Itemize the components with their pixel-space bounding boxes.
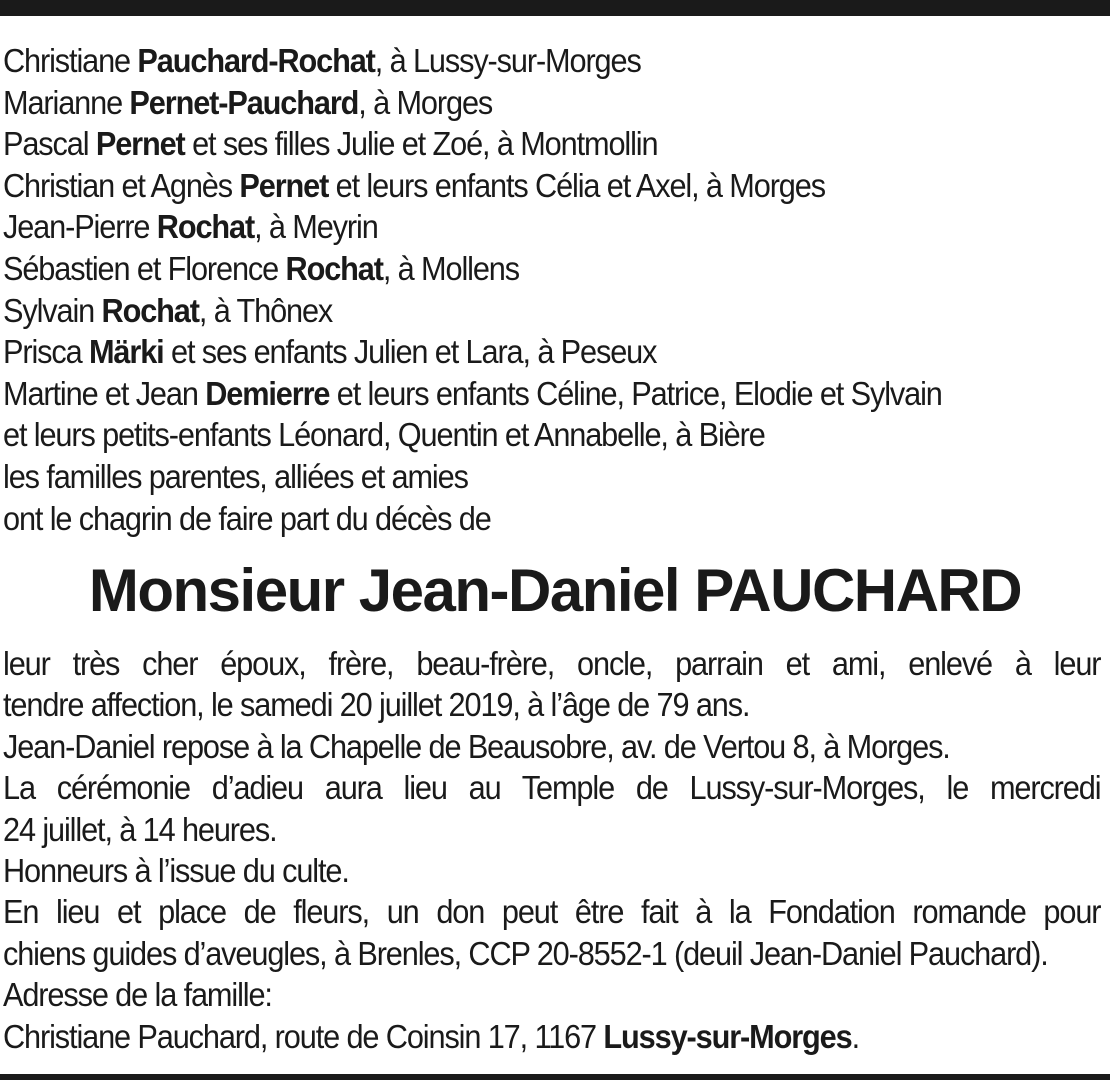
family-list xyxy=(3,40,1031,539)
top-rule xyxy=(0,0,1110,16)
family-address: Christiane Pauchard, route de Coinsin 17, 1167 Lussy-sur-Morges. xyxy=(3,1017,859,1055)
body-line: Jean-Daniel repose à la Chapelle de Beausobre, av. de Vertou 8, à Morges. xyxy=(3,727,950,765)
announcement-line: ont le chagrin de faire part du décès de xyxy=(3,499,491,537)
family-line: Sylvain Rochat, à Thônex xyxy=(3,291,333,329)
family-line: Sébastien et Florence Rochat, à Mollens xyxy=(3,249,519,287)
family-line: Christiane Pauchard-Rochat, à Lussy-sur-Morges xyxy=(3,42,641,79)
body-line: En lieu et place de fleurs, un don peut être fait à la Fondation romande pour xyxy=(3,893,1101,931)
surname: Rochat xyxy=(285,249,383,287)
obituary-body xyxy=(3,643,1101,1057)
body-line: 24 juillet, à 14 heures. xyxy=(3,810,277,848)
surname: Pernet xyxy=(95,125,185,163)
surname: Märki xyxy=(88,333,164,371)
body-line: chiens guides d’aveugles, à Brenles, CCP 20-8552-1 (deuil Jean-Daniel Pauchard). xyxy=(3,934,1048,972)
body-line: tendre affection, le samedi 20 juillet 2019, à l’âge de 79 ans. xyxy=(3,686,750,724)
surname: Rochat xyxy=(101,291,199,329)
surname: Rochat xyxy=(156,208,255,246)
address-city: Lussy-sur-Morges xyxy=(603,1017,852,1055)
family-extra-line: les familles parentes, alliées et amies xyxy=(3,457,468,495)
family-line: Pascal Pernet et ses filles Julie et Zoé, à Montmollin xyxy=(3,125,658,163)
deceased-name: Monsieur Jean-Daniel PAUCHARD xyxy=(88,557,1022,624)
body-line: Honneurs à l’issue du culte. xyxy=(3,852,349,890)
surname: Pauchard-Rochat xyxy=(137,42,375,79)
bottom-rule xyxy=(0,1074,1110,1080)
family-line: Jean-Pierre Rochat, à Meyrin xyxy=(3,208,378,246)
family-line: Prisca Märki et ses enfants Julien et Lara, à Peseux xyxy=(3,333,657,371)
surname: Pernet xyxy=(239,166,329,204)
body-line: leur très cher époux, frère, beau-frère, oncle, parrain et ami, enlevé à leur xyxy=(3,645,1101,682)
family-extra-line: et leurs petits-enfants Léonard, Quentin et Annabelle, à Bière xyxy=(3,416,765,454)
body-line: Adresse de la famille: xyxy=(3,976,272,1014)
surname: Demierre xyxy=(205,374,330,412)
family-line: Christian et Agnès Pernet et leurs enfants Célia et Axel, à Morges xyxy=(3,166,825,204)
family-line: Martine et Jean Demierre et leurs enfants Céline, Patrice, Elodie et Sylvain xyxy=(3,374,942,412)
body-line: La cérémonie d’adieu aura lieu au Temple de Lussy-sur-Morges, le mercredi xyxy=(3,769,1101,807)
family-line: Marianne Pernet-Pauchard, à Morges xyxy=(3,83,493,121)
surname: Pernet-Pauchard xyxy=(129,83,359,121)
